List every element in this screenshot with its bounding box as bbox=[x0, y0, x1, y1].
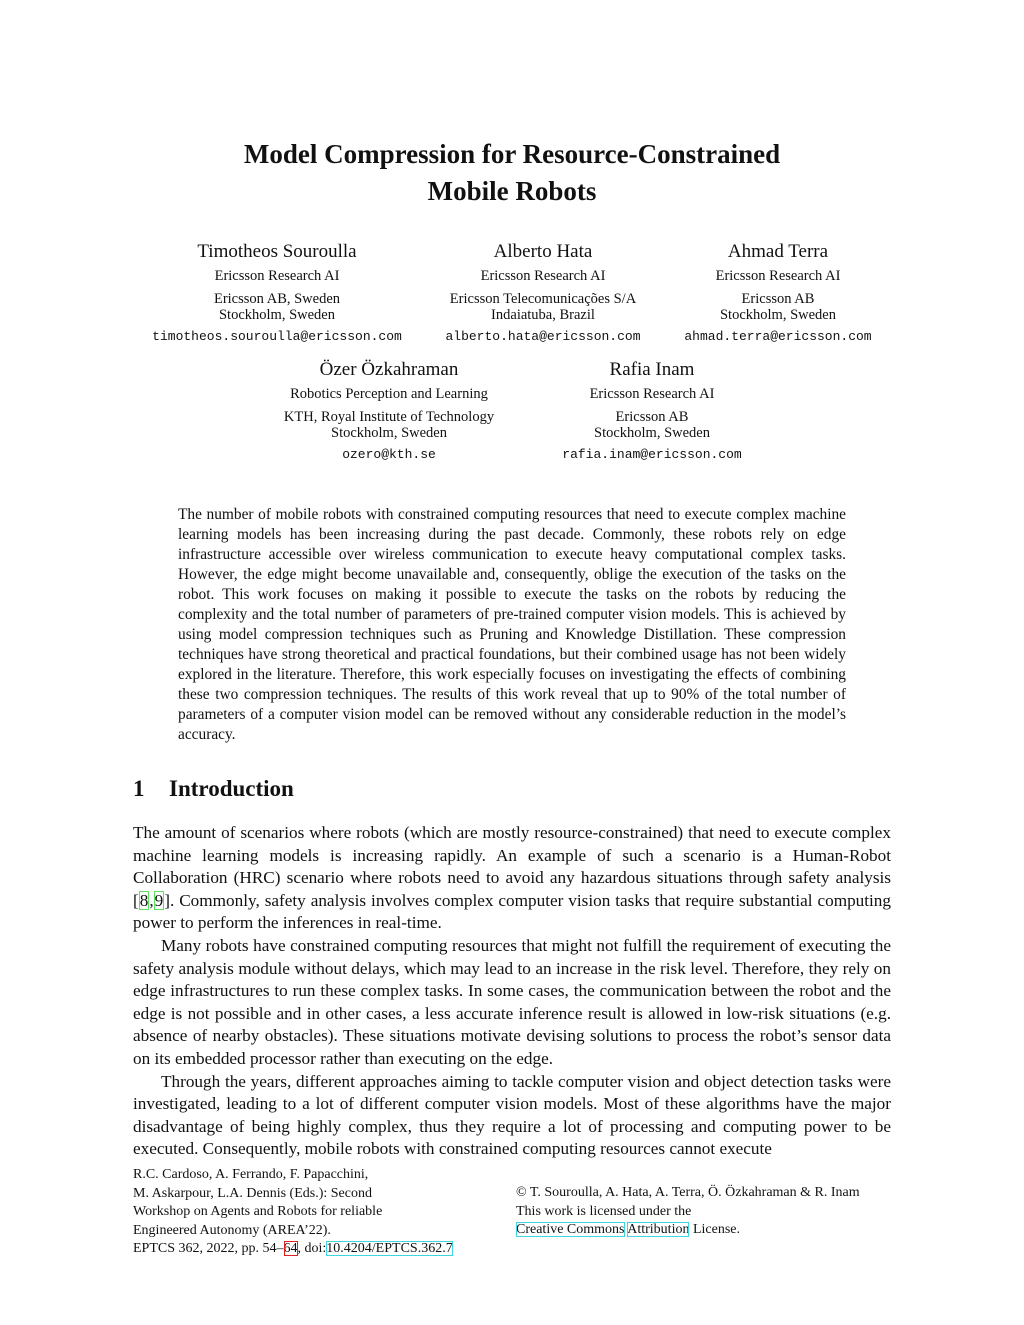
author-name: Rafia Inam bbox=[609, 359, 695, 380]
intro-paragraph bbox=[133, 822, 891, 935]
section-title: Introduction bbox=[169, 776, 294, 801]
license-line: This work is licensed under the bbox=[516, 1203, 692, 1219]
pub-line: R.C. Cardoso, A. Ferrando, F. Papacchini, bbox=[133, 1167, 369, 1182]
author-email[interactable]: ozero@kth.se bbox=[342, 447, 436, 462]
license-end: License. bbox=[689, 1222, 740, 1237]
citation-separator: , bbox=[149, 890, 154, 910]
author-city: Indaiatuba, Brazil bbox=[491, 307, 595, 323]
author-block bbox=[152, 240, 402, 345]
author-dept: Robotics Perception and Learning bbox=[290, 386, 488, 402]
author-org: KTH, Royal Institute of Technology bbox=[283, 409, 495, 425]
doi-link[interactable]: 10.4204/EPTCS.362.7 bbox=[326, 1241, 453, 1256]
author-dept: Ericsson Research AI bbox=[214, 268, 340, 284]
eptcs-line bbox=[133, 1240, 453, 1259]
author-org: Ericsson AB, Sweden bbox=[213, 291, 341, 307]
author-org: Ericsson Telecomunicações S/A bbox=[449, 291, 637, 307]
author-block bbox=[284, 358, 494, 463]
author-name: Özer Özkahraman bbox=[319, 359, 459, 380]
section-heading bbox=[133, 776, 294, 802]
pub-line: M. Askarpour, L.A. Dennis (Eds.): Second bbox=[133, 1185, 372, 1201]
paragraph-text: ]. Commonly, safety analysis involves complex computer vision tasks that require substantial computing power to perform the inferences in real-time. bbox=[133, 890, 891, 933]
publication-info bbox=[133, 1166, 453, 1259]
intro-paragraph: Through the years, different approaches aiming to tackle computer vision and object detection tasks were investigated, leading to a lot of different computer vision models. Most of these algorithms have the major disadvantage of being highly complex, thus they require a lot of processing and computing power to be executed. Consequently, mobile robots with constrained computing resources cannot execute bbox=[133, 1071, 891, 1159]
author-name: Timotheos Souroulla bbox=[197, 241, 357, 262]
license-links bbox=[516, 1221, 860, 1240]
author-city: Stockholm, Sweden bbox=[719, 307, 836, 323]
author-org: Ericsson AB bbox=[741, 291, 815, 307]
attribution-link[interactable]: Attribution bbox=[627, 1222, 690, 1237]
intro-body bbox=[133, 822, 891, 1161]
creative-commons-link[interactable]: Creative Commons bbox=[516, 1222, 625, 1237]
author-email[interactable]: rafia.inam@ericsson.com bbox=[562, 447, 742, 462]
paragraph-text: The amount of scenarios where robots (which are mostly resource-constrained) that need to execute complex machine learning models is increasing rapidly. An example of such a scenario is a Human-Robot Collaboration (HRC) scenario where robots need to avoid any hazardous situations through safety analysis [ bbox=[133, 823, 891, 910]
author-email[interactable]: timotheos.souroulla@ericsson.com bbox=[152, 329, 402, 344]
author-block bbox=[562, 358, 741, 463]
section-number: 1 bbox=[133, 776, 145, 801]
citation-link[interactable]: 8 bbox=[139, 890, 149, 910]
copyright: © T. Souroulla, A. Hata, A. Terra, Ö. Özkahraman & R. Inam bbox=[516, 1185, 860, 1200]
title-line-2: Mobile Robots bbox=[427, 176, 597, 206]
last-page-link[interactable]: 64 bbox=[283, 1241, 298, 1256]
citation-link[interactable]: 9 bbox=[154, 890, 164, 910]
author-dept: Ericsson Research AI bbox=[715, 268, 841, 284]
author-block bbox=[445, 240, 640, 345]
author-city: Stockholm, Sweden bbox=[331, 425, 447, 441]
author-name: Ahmad Terra bbox=[727, 241, 829, 262]
intro-paragraph: Many robots have constrained computing resources that might not fulfill the requirement of executing the safety analysis module without delays, which may lead to an increase in the risk level. Therefore, they rely on edge infrastructures to run these complex tasks. In some cases, the communication between the robot and the edge is not possible and in other cases, a less accurate inference result is allowed in low-risk situations (e.g. absence of nearby obstacles). These situations motivate devising solutions to process the robot’s sensor data on its embedded processor rather than executing on the edge. bbox=[133, 935, 891, 1068]
title-line-1: Model Compression for Resource-Constrained bbox=[243, 139, 781, 169]
author-email[interactable]: alberto.hata@ericsson.com bbox=[445, 329, 641, 344]
pub-line: Engineered Autonomy (AREA’22). bbox=[133, 1222, 331, 1238]
author-block bbox=[684, 240, 871, 345]
author-city: Stockholm, Sweden bbox=[218, 307, 335, 323]
eptcs-text: EPTCS 362, 2022, pp. 54– bbox=[133, 1241, 284, 1256]
author-dept: Ericsson Research AI bbox=[589, 386, 715, 402]
pub-line: Workshop on Agents and Robots for reliable bbox=[133, 1204, 383, 1219]
abstract: The number of mobile robots with constrained computing resources that need to execute complex machine learning models has been increasing during the past decade. Commonly, these robots rely on edge infrastructure accessible over wireless communication to execute heavy computational complex tasks. However, the edge might become unavailable and, consequently, oblige the execution of the tasks on the robot. This work focuses on making it possible to execute the tasks on the robots by reducing the complexity and the total number of parameters of pre-trained computer vision models. This is achieved by using model compression techniques such as Pruning and Knowledge Distillation. These compression techniques have strong theoretical and practical foundations, but their combined usage has not been widely explored in the literature. Therefore, this work especially focuses on investigating the effects of combining these two compression techniques. The results of this work reveal that up to 90% of the total number of parameters of a computer vision model can be removed without any considerable reduction in the model’s accuracy. bbox=[178, 506, 846, 743]
paper-title bbox=[0, 136, 1024, 210]
author-dept: Ericsson Research AI bbox=[480, 268, 606, 284]
doi-label: , doi: bbox=[297, 1241, 327, 1256]
author-org: Ericsson AB bbox=[615, 409, 689, 425]
author-name: Alberto Hata bbox=[493, 241, 593, 262]
author-city: Stockholm, Sweden bbox=[594, 425, 710, 441]
license-info bbox=[516, 1184, 860, 1240]
author-email[interactable]: ahmad.terra@ericsson.com bbox=[684, 329, 872, 344]
